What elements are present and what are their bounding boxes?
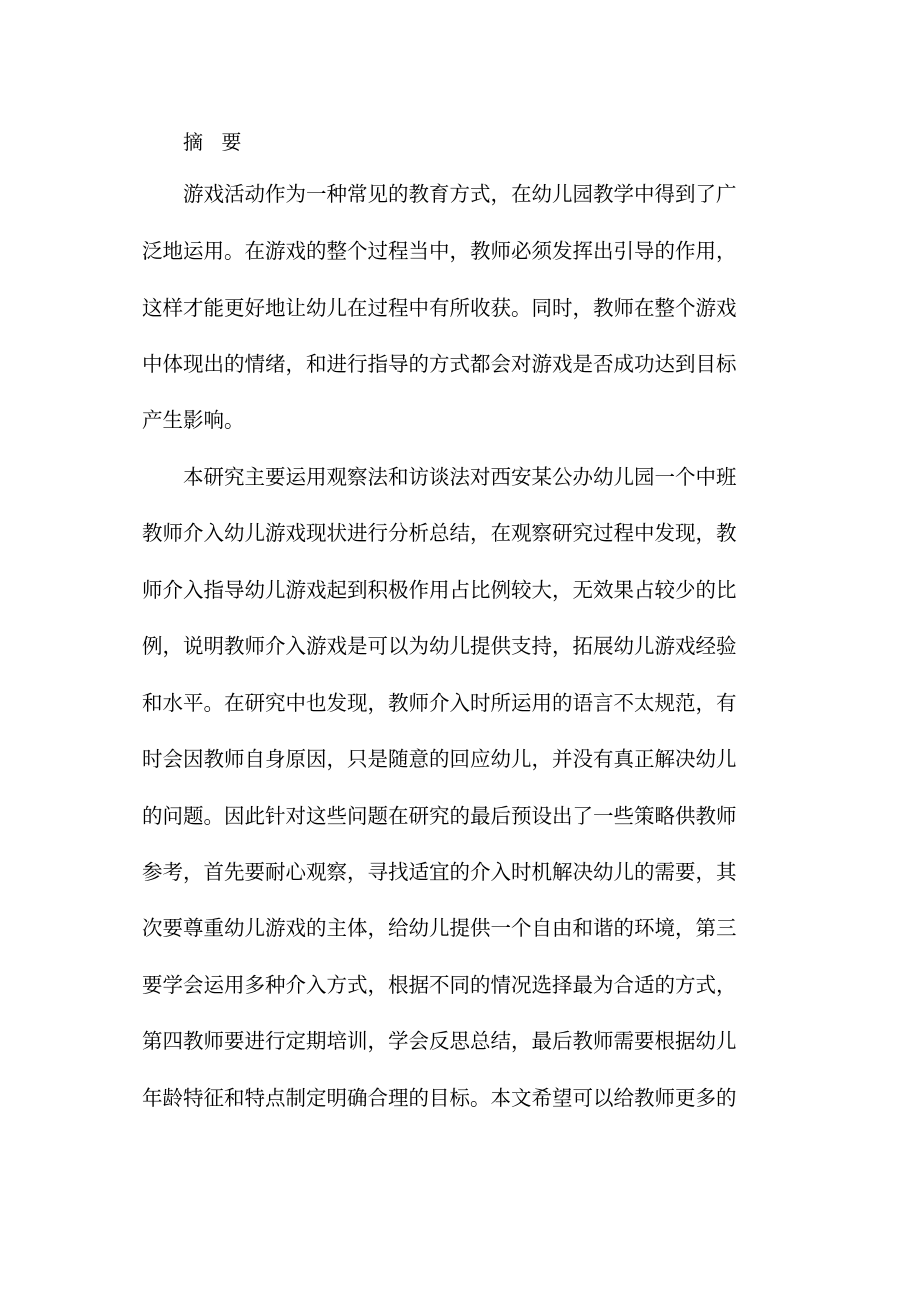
paragraph-2-line-2: 教师介入幼儿游戏现状进行分析总结，在观察研究过程中发现，教 xyxy=(142,521,737,545)
abstract-heading: 摘 要 xyxy=(183,130,248,154)
paragraph-1-line-1: 游戏活动作为一种常见的教育方式，在幼儿园教学中得到了广 xyxy=(183,182,737,206)
paragraph-2-line-9: 次要尊重幼儿游戏的主体，给幼儿提供一个自由和谐的环境，第三 xyxy=(142,916,737,940)
paragraph-2-line-8: 参考，首先要耐心观察，寻找适宜的介入时机解决幼儿的需要，其 xyxy=(142,860,737,884)
paragraph-2-line-10: 要学会运用多种介入方式，根据不同的情况选择最为合适的方式， xyxy=(142,973,737,997)
paragraph-1-line-3: 这样才能更好地让幼儿在过程中有所收获。同时，教师在整个游戏 xyxy=(142,296,737,320)
paragraph-1-line-5: 产生影响。 xyxy=(142,408,245,432)
paragraph-1-line-2: 泛地运用。在游戏的整个过程当中，教师必须发挥出引导的作用， xyxy=(142,239,737,263)
paragraph-2-line-6: 时会因教师自身原因，只是随意的回应幼儿，并没有真正解决幼儿 xyxy=(142,747,737,771)
paragraph-1-line-4: 中体现出的情绪，和进行指导的方式都会对游戏是否成功达到目标 xyxy=(142,352,737,376)
paragraph-2-line-4: 例，说明教师介入游戏是可以为幼儿提供支持，拓展幼儿游戏经验 xyxy=(142,634,737,658)
paragraph-2-line-5: 和水平。在研究中也发现，教师介入时所运用的语言不太规范，有 xyxy=(142,691,737,715)
paragraph-2-line-3: 师介入指导幼儿游戏起到积极作用占比例较大，无效果占较少的比 xyxy=(142,578,737,602)
paragraph-2-line-7: 的问题。因此针对这些问题在研究的最后预设出了一些策略供教师 xyxy=(142,804,737,828)
paragraph-2-line-1: 本研究主要运用观察法和访谈法对西安某公办幼儿园一个中班 xyxy=(183,465,737,489)
paragraph-2-line-11: 第四教师要进行定期培训，学会反思总结，最后教师需要根据幼儿 xyxy=(142,1029,737,1053)
paragraph-2-line-12: 年龄特征和特点制定明确合理的目标。本文希望可以给教师更多的 xyxy=(142,1086,737,1110)
